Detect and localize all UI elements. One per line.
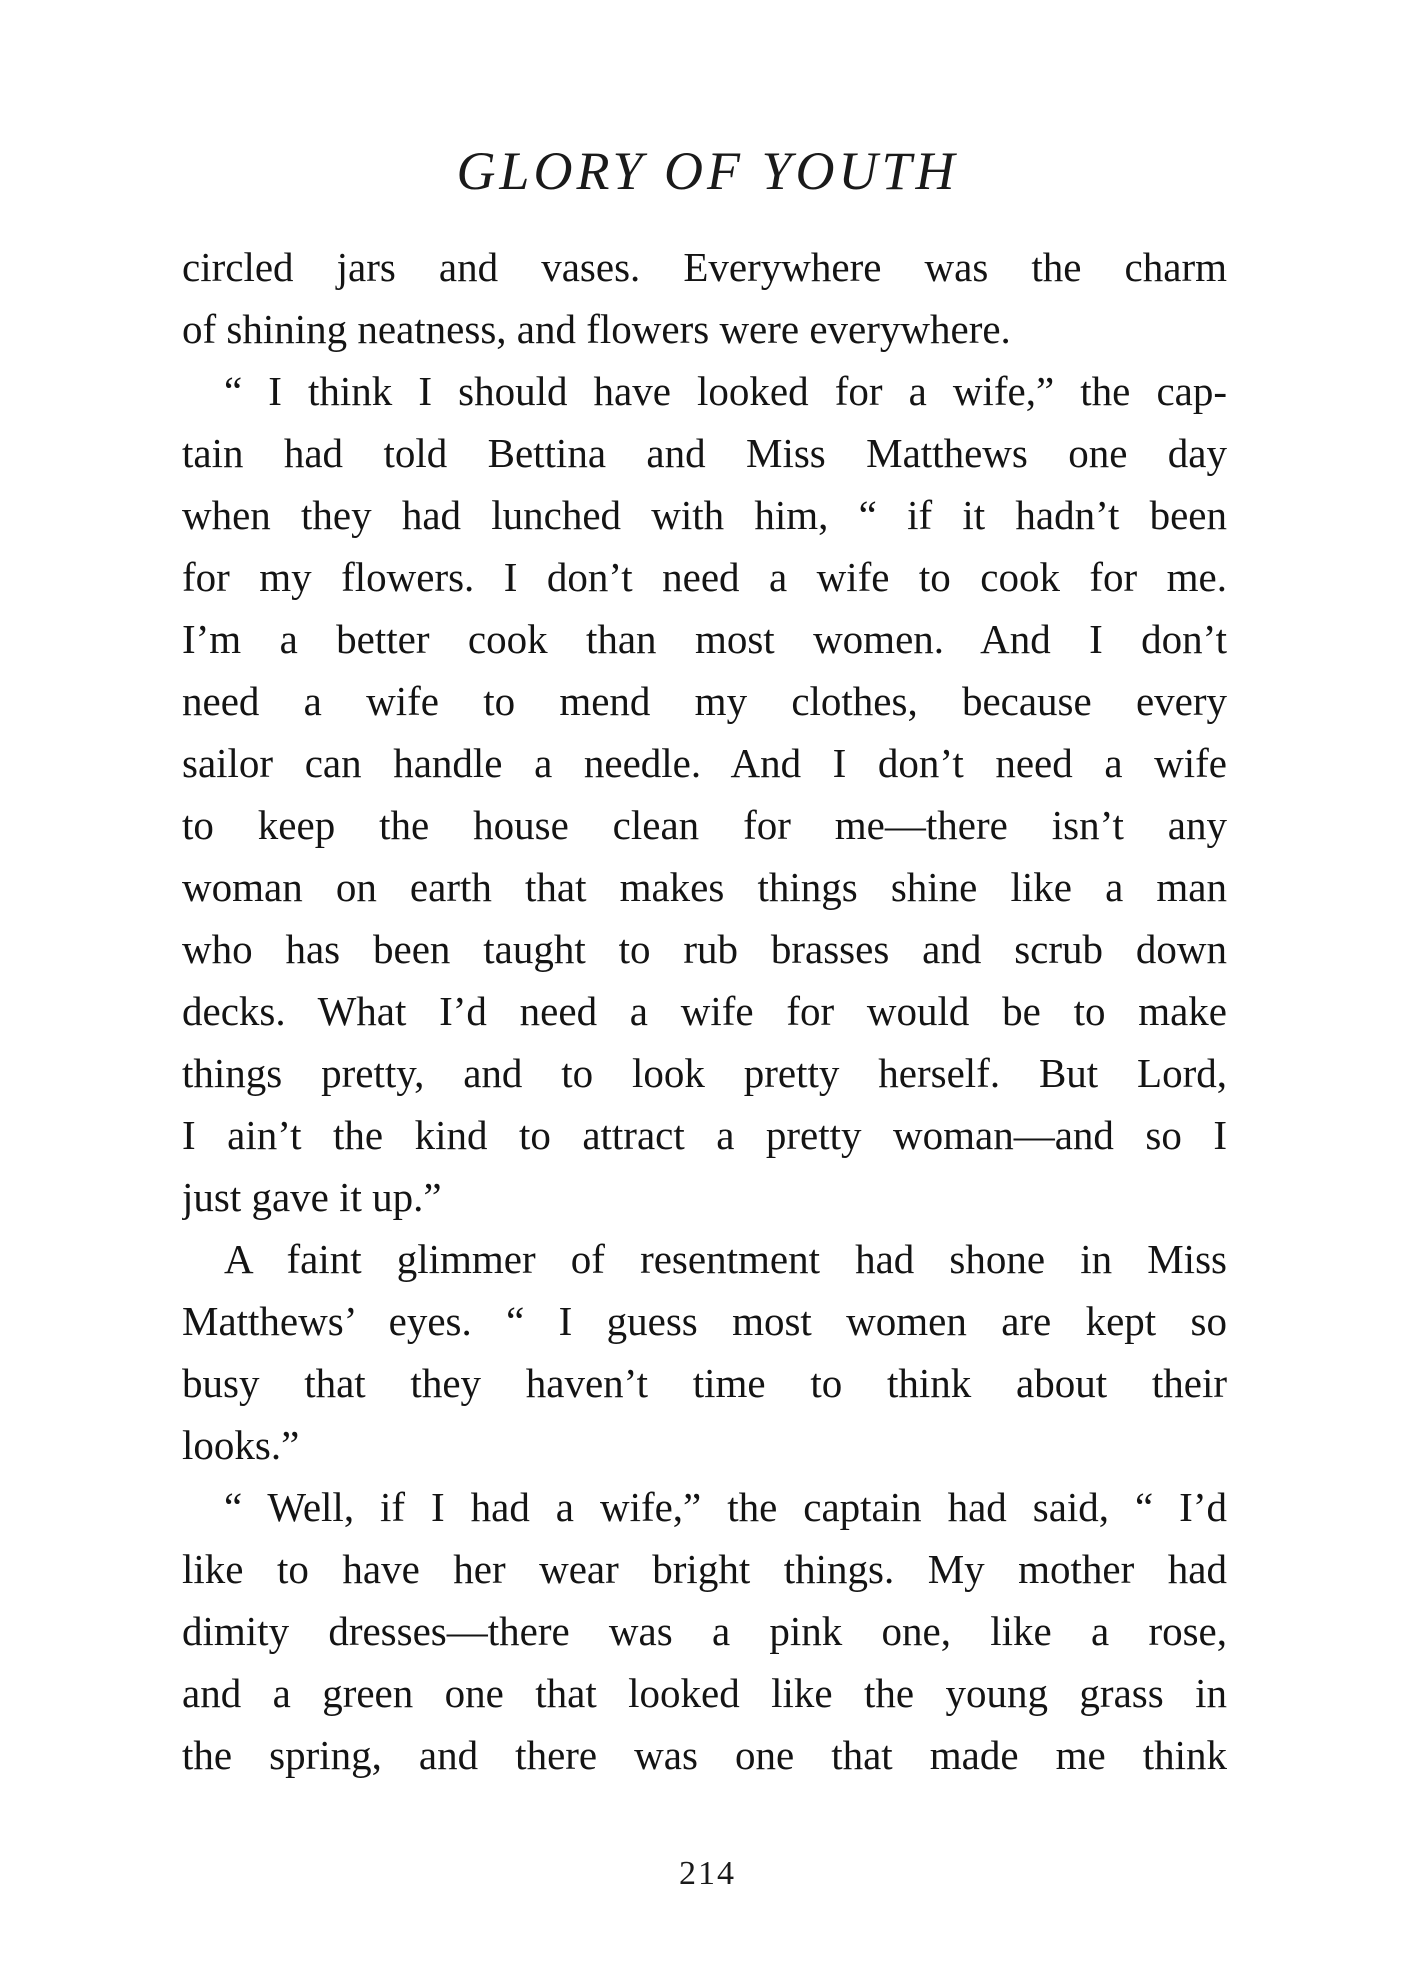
body-text (182, 236, 1227, 1786)
text-line: who has been taught to rub brasses and scrub down (182, 926, 1227, 972)
text-line: the spring, and there was one that made me think (182, 1732, 1227, 1778)
text-line: busy that they haven’t time to think about their (182, 1360, 1227, 1406)
page-number: 214 (679, 1855, 736, 1892)
text-line: sailor can handle a needle. And I don’t need a wife (182, 740, 1227, 786)
text-line: “ Well, if I had a wife,” the captain had said, “ I’d (224, 1484, 1227, 1530)
text-line: tain had told Bettina and Miss Matthews one day (182, 430, 1227, 476)
text-line: decks. What I’d need a wife for would be to make (182, 988, 1227, 1034)
text-line: dimity dresses—there was a pink one, like a rose, (182, 1608, 1227, 1654)
text-line: looks.” (182, 1422, 300, 1468)
text-line: Matthews’ eyes. “ I guess most women are kept so (182, 1298, 1227, 1344)
text-line: things pretty, and to look pretty herself. But Lord, (182, 1050, 1227, 1096)
text-line: woman on earth that makes things shine like a man (182, 864, 1227, 910)
text-line: I’m a better cook than most women. And I don’t (182, 616, 1227, 662)
text-line: when they had lunched with him, “ if it hadn’t been (182, 492, 1227, 538)
text-line: and a green one that looked like the young grass in (182, 1670, 1227, 1716)
text-line: like to have her wear bright things. My mother had (182, 1546, 1227, 1592)
text-line: I ain’t the kind to attract a pretty woman—and so I (182, 1112, 1227, 1158)
text-line: just gave it up.” (182, 1174, 442, 1220)
text-line: A faint glimmer of resentment had shone in Miss (224, 1236, 1227, 1282)
text-line: “ I think I should have looked for a wife,” the cap- (224, 368, 1227, 414)
text-line: circled jars and vases. Everywhere was the charm (182, 244, 1227, 290)
text-line: of shining neatness, and flowers were everywhere. (182, 306, 1011, 352)
running-head: GLORY OF YOUTH (456, 141, 959, 201)
text-line: to keep the house clean for me—there isn’t any (182, 802, 1227, 848)
text-line: for my flowers. I don’t need a wife to cook for me. (182, 554, 1227, 600)
text-line: need a wife to mend my clothes, because every (182, 678, 1227, 724)
